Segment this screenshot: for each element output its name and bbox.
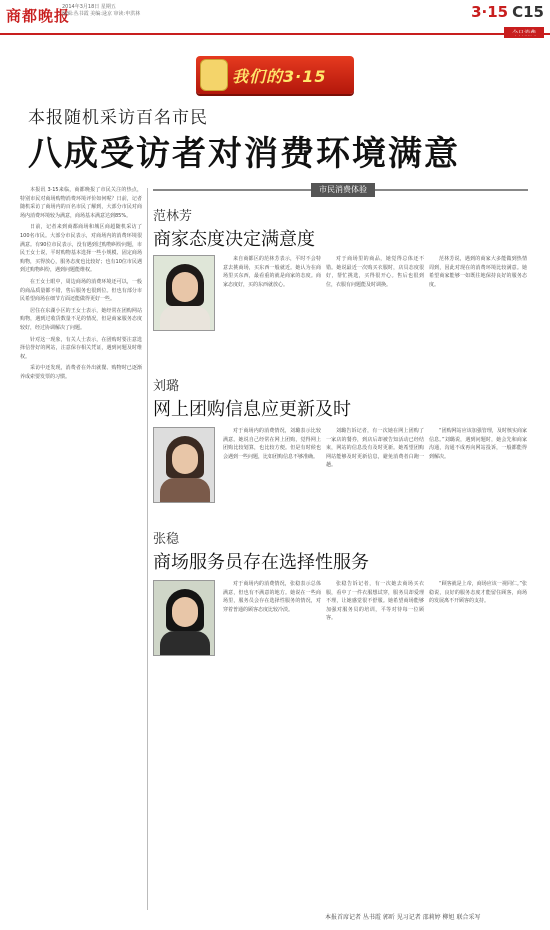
section-label: 市民消费体验: [311, 183, 375, 197]
article-headline: 八成受访者对消费环境满意: [28, 134, 460, 174]
newspaper-logo: 商都晚报: [6, 7, 71, 25]
article-subtitle: 本报随机采访百名市民: [28, 108, 208, 128]
interview-fan-linfang: [153, 205, 528, 365]
interview-liu-lu: [153, 375, 528, 535]
body-column: 刘璐告诉记者，有一次她在网上团购了一家店的餐券，到店后却被告知活动已经结束，网站的信息没有及时更新。她希望团购网站能够及时更新信息，避免消费者白跑一趟。: [326, 428, 424, 469]
interview-title: 网上团购信息应更新及时: [153, 399, 351, 420]
page-theme: 3·15: [471, 3, 509, 21]
interviewee-photo: [153, 580, 215, 656]
masthead: [0, 0, 550, 30]
body-column: 对于商场里的商品，她觉得总体还不错。她说最近一次购买衣服时，店员态度很好，帮忙挑选，买得很开心。售后也很到位，衣服有问题能及时调换。: [326, 256, 424, 288]
reporter-credit: 本报首席记者 丛书霞 郭昕 见习记者 邵莉婷 柳旭 联合采写: [325, 914, 481, 921]
body-column: 范林芳说，遇到的商家大多能做到热情周到，因此对现在的消费环境比较满意。她希望商家能够一如既往地保持良好的服务态度。: [429, 256, 527, 288]
interview-body: [223, 580, 527, 625]
column-divider: [147, 188, 148, 910]
intro-column: [20, 186, 142, 384]
issue-date: 2014年3月18日 星期五: [62, 4, 116, 10]
staff-line: 编辑:丛书霞 美编:逯京 审读:申洪林: [62, 11, 141, 17]
body-column: 来自商都区的范林芳表示，平时不会特意去挑商场，买东西一般就近。她认为在商场里买东西，最看重的就是商家的态度。商家态度好，买的东西就放心。: [223, 256, 321, 288]
interviewee-photo: [153, 427, 215, 503]
intro-paragraph: 在王女士眼中，周边商场的消费环境还可以，一般的商品质量都不错，售后服务也很到位。但也有部分市民希望商场在细节方面还能做得更好一些。: [20, 278, 142, 303]
fist-icon: [200, 59, 228, 91]
interviewee-name: 张稳: [153, 532, 180, 547]
intro-paragraph: 针对这一现象，有关人士表示，在团购时要注意选择信誉好的网站，注意保存相关凭证，遇到问题及时维权。: [20, 336, 142, 360]
banner-text: 我们的3·15: [232, 67, 327, 86]
interview-body: [223, 427, 527, 472]
section-bar: [153, 183, 528, 197]
interviewee-name: 范林芳: [153, 209, 193, 224]
body-column: 张稳告诉记者，有一次她去商场买衣服，看中了一件衣服想试穿，服务员却爱理不理，让她感觉很不舒服。她希望商场能够加强对服务员的培训，平等对待每一位顾客。: [326, 581, 424, 622]
body-column: 对于商场内的消费情况，张稳表示总体满意，但也有不满意的地方。她说在一些商场里，服务员会存在选择性服务的情况，对穿着普通的顾客态度比较冷淡。: [223, 581, 321, 613]
interview-body: [223, 255, 527, 291]
interviewee-photo: [153, 255, 215, 331]
intro-paragraph: 日前，记者来到商都商场和城区商超随机采访了100名市民。大部分市民表示，对商场内的消费环境很满意。有90位市民表示，没有遇到过购物纠纷问题，市民王女士说，平时购物基本选择一些小规模、固定商场购物，买得放心，服务态度也比较好；也有10位市民遇到过购物纠纷，遇到问题能维权。: [20, 224, 142, 274]
intro-paragraph: 本报讯 3·15来临，商都晚报了市民关注的热点，特别市民对商场购物消费环境评价如何呢？日前，记者随机采访了商场内的百名市民了解到，大部分市民对商场内消费环境较为满意，商场基本满意达到85%。: [20, 187, 142, 219]
masthead-divider: [0, 33, 550, 35]
page-number: C15: [512, 3, 544, 21]
interview-zhang-wen: [153, 528, 528, 908]
body-column: 对于商场内的消费情况，刘璐表示比较满意。她说自己经常在网上团购，觉得网上团购比较划算，也比较方便。但是有时候也会遇到一些问题，比如团购信息不够准确。: [223, 428, 321, 460]
column-banner: [196, 56, 354, 94]
issue-meta: [62, 4, 140, 18]
interview-title: 商场服务员存在选择性服务: [153, 552, 369, 573]
intro-paragraph: 采访中还发现，消费者在外出就餐、购物时已逐渐养成索要发票的习惯。: [20, 365, 142, 380]
intro-paragraph: 居住在东湖小区的王女士表示，她经常在团购网站购物，遇到过收货数量不足的情况，但是商家服务态度较好，经过协调解决了问题。: [20, 307, 142, 331]
body-column: “团购网站应该加强管理，及时核实商家信息。”刘璐说，遇到问题时，她会先和商家沟通，沟通不成再向网站投诉，一般都能得到解决。: [429, 428, 527, 460]
interviewee-name: 刘璐: [153, 379, 180, 394]
interview-title: 商家态度决定满意度: [153, 229, 315, 250]
body-column: “顾客就是上帝，商场应该一视同仁。”张稳说，良好的服务态度才能留住顾客，商场的发展离不开顾客的支持。: [429, 581, 527, 605]
